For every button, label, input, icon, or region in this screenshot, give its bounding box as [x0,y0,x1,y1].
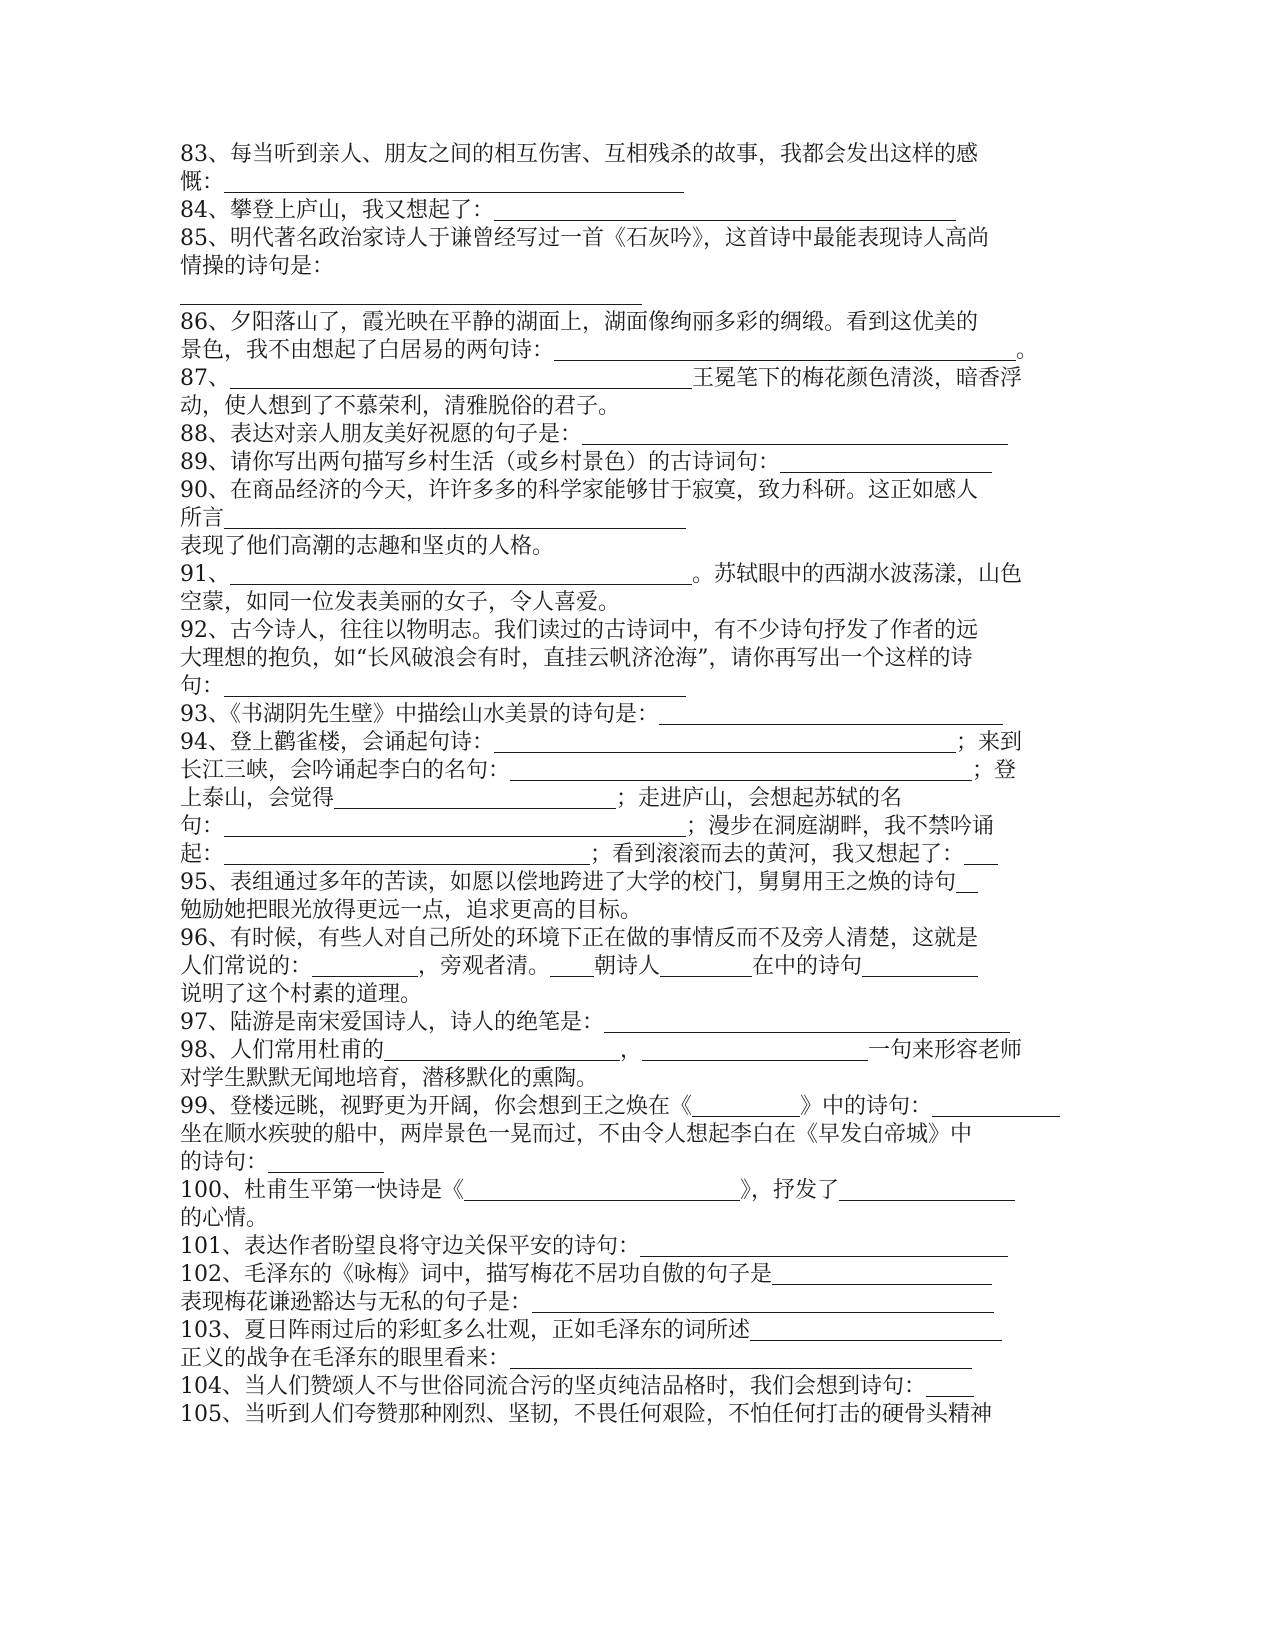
answer-blank[interactable] [956,872,978,893]
answer-blank[interactable] [494,732,956,753]
question-91-line-1: 91、 。苏轼眼中的西湖水波荡漾，山色 [180,562,1023,587]
question-101: 101、表达作者盼望良将守边关保平安的诗句： [180,1233,1240,1261]
answer-blank[interactable] [224,676,686,697]
question-93: 93、《书湖阴先生壁》中描绘山水美景的诗句是： [180,701,1240,729]
question-100-line-1: 100、杜甫生平第一快诗是《 》，抒发了 [180,1177,1240,1205]
answer-blank[interactable] [312,956,418,977]
answer-blank[interactable] [750,1320,1002,1341]
answer-blank[interactable] [642,1040,868,1061]
question-88: 88、表达对亲人朋友美好祝愿的句子是： [180,421,1240,449]
question-83-line-1: 83、每当听到亲人、朋友之间的相互伤害、互相残杀的故事，我都会发出这样的感 [180,142,978,167]
question-99-line-3: 的诗句： [180,1149,1240,1177]
question-87-line-1: 87、 王冕笔下的梅花颜色清淡，暗香浮 [180,366,1023,391]
answer-blank[interactable] [660,956,752,977]
question-97: 97、陆游是南宋爱国诗人，诗人的绝笔是： [180,1009,1240,1037]
answer-blank[interactable] [550,956,594,977]
question-94-line-5: 起： ；看到滚滚而去的黄河，我又想起了： [180,841,1240,869]
question-99-line-2: 坐在顺水疾驶的船中，两岸景色一晃而过，不由令人想起李白在《早发白帝城》中 [180,1122,973,1147]
question-95-line-1: 95、表组通过多年的苦读，如愿以偿地跨进了大学的校门，舅舅用王之焕的诗句 [180,869,1240,897]
question-86-line-1: 86、夕阳落山了，霞光映在平静的湖面上，湖面像绚丽多彩的绸缎。看到这优美的 [180,310,978,335]
question-84: 84、攀登上庐山，我又想起了： [180,197,1240,225]
answer-blank[interactable] [334,788,616,809]
answer-blank[interactable] [224,844,590,865]
question-89: 89、请你写出两句描写乡村生活（或乡村景色）的古诗词句： [180,449,1240,477]
question-83-line-2: 慨： [180,169,1240,197]
question-103-line-1: 103、夏日阵雨过后的彩虹多么壮观，正如毛泽东的词所述 [180,1317,1240,1345]
question-87-line-2: 动，使人想到了不慕荣利，清雅脱俗的君子。 [180,394,621,419]
answer-blank[interactable] [582,424,1008,445]
answer-blank[interactable] [230,368,692,389]
question-98-line-1: 98、人们常用杜甫的 ， 一句来形容老师 [180,1038,1023,1063]
question-90-line-1: 90、在商品经济的今天，许许多多的科学家能够甘于寂寞，致力科研。这正如感人 [180,478,978,503]
question-92-line-2: 大理想的抱负，如“长风破浪会有时，直挂云帆济沧海”，请你再写出一个这样的诗 [180,646,973,671]
answer-blank[interactable] [224,172,684,193]
worksheet [180,141,1240,1429]
question-95-line-2: 勉励她把眼光放得更远一点，追求更高的目标。 [180,898,643,923]
answer-blank[interactable] [640,1236,1008,1257]
answer-blank[interactable] [510,1348,972,1369]
question-86-line-2: 景色，我不由想起了白居易的两句诗： 。 [180,338,1039,363]
question-102-line-2: 表现梅花谦逊豁达与无私的句子是： [180,1289,1240,1317]
question-92-line-3: 句： [180,673,1240,701]
answer-blank[interactable] [224,816,686,837]
question-92-line-1: 92、古今诗人，往往以物明志。我们读过的古诗词中，有不少诗句抒发了作者的远 [180,618,978,643]
question-102-line-1: 102、毛泽东的《咏梅》词中，描写梅花不居功自傲的句子是 [180,1261,1240,1289]
answer-blank[interactable] [772,1264,992,1285]
answer-blank[interactable] [926,1376,974,1397]
question-98-line-2: 对学生默默无闻地培育，潜移默化的熏陶。 [180,1066,599,1091]
answer-blank[interactable] [510,760,972,781]
answer-blank[interactable] [230,564,692,585]
answer-blank[interactable] [964,844,998,865]
question-96-line-2: 人们常说的： ，旁观者清。 朝诗人 在中的诗句 [180,953,1240,981]
answer-blank[interactable] [780,452,992,473]
answer-blank[interactable] [862,956,978,977]
answer-blank[interactable] [692,1096,800,1117]
question-104: 104、当人们赞颂人不与世俗同流合污的坚贞纯洁品格时，我们会想到诗句： [180,1373,1240,1401]
question-96-line-3: 说明了这个村素的道理。 [180,982,423,1007]
answer-blank[interactable] [532,1292,994,1313]
answer-blank[interactable] [839,1180,1015,1201]
answer-blank[interactable] [554,340,1016,361]
answer-blank[interactable] [932,1096,1060,1117]
question-94-line-3: 上泰山，会觉得 ；走进庐山，会想起苏轼的名 [180,786,903,811]
question-85-line-1: 85、明代著名政治家诗人于谦曾经写过一首《石灰吟》，这首诗中最能表现诗人高尚 [180,226,989,251]
answer-blank[interactable] [268,1152,384,1173]
question-90-line-3: 表现了他们高潮的志趣和坚贞的人格。 [180,534,555,559]
question-85-line-3 [180,281,1240,309]
question-100-line-2: 的心情。 [180,1206,269,1231]
answer-blank[interactable] [604,1012,1010,1033]
question-105: 105、当听到人们夸赞那种刚烈、坚韧，不畏任何艰险，不怕任何打击的硬骨头精神 [180,1402,992,1427]
question-99-line-1: 99、登楼远眺，视野更为开阔，你会想到王之焕在《 》中的诗句： [180,1093,1240,1121]
question-90-line-2: 所言 [180,505,1240,533]
question-94-line-2: 长江三峡，会吟诵起李白的名句： ；登 [180,758,1017,783]
question-91-line-2: 空蒙，如同一位发表美丽的女子，令人喜爱。 [180,590,621,615]
question-94-line-4: 句： ；漫步在洞庭湖畔，我不禁吟诵 [180,814,995,839]
question-103-line-2: 正义的战争在毛泽东的眼里看来： [180,1345,1240,1373]
question-94-line-1: 94、登上鹳雀楼，会诵起句诗： ；来到 [180,730,1023,755]
answer-blank[interactable] [224,508,686,529]
answer-blank[interactable] [384,1040,620,1061]
question-96-line-1: 96、有时候，有些人对自己所处的环境下正在做的事情反而不及旁人清楚，这就是 [180,926,978,951]
answer-blank[interactable] [659,704,1003,725]
answer-blank[interactable] [180,284,642,305]
question-85-line-2: 情操的诗句是： [180,254,335,279]
answer-blank[interactable] [464,1180,740,1201]
answer-blank[interactable] [494,200,956,221]
